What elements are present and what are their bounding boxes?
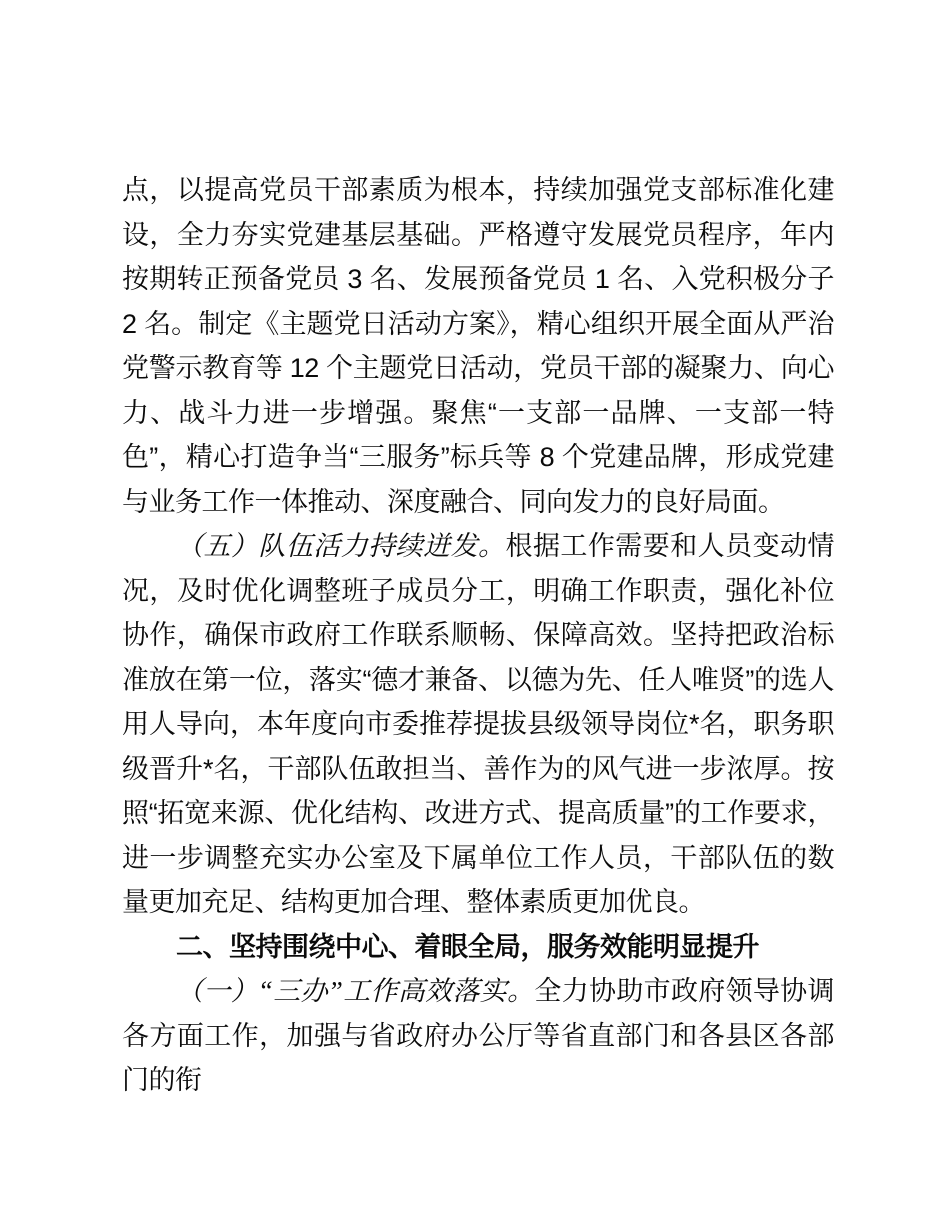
document-text-block bbox=[122, 168, 834, 1103]
paragraph-body-text: 根据工作需要和人员变动情况，及时优化调整班子成员分工，明确工作职责，强化补位协作，确保市政府工作联系顺畅、保障高效。坚持把政治标准放在第一位，落实“德才兼备、以德为先、任人唯贤”的选人用人导向，本年度向市委推荐提拔县级领导岗位*名，职务职级晋升*名，干部队伍敢担当、善作为的风气进一步浓厚。按照“拓宽来源、优化结构、改进方式、提高质量”的工作要求，进一步调整充实办公室及下属单位工作人员，干部队伍的数量更加充足、结构更加合理、整体素质更加优良。 bbox=[122, 531, 835, 917]
paragraph-section-2-1 bbox=[122, 969, 834, 1103]
paragraph-lead-kai: （五）队伍活力持续迸发。 bbox=[176, 531, 506, 561]
paragraph-lead-kai: （一）“三办”工作高效落实。 bbox=[176, 976, 535, 1006]
paragraph-continuation: 点，以提高党员干部素质为根本，持续加强党支部标准化建设，全力夯实党建基层基础。严格遵守发展党员程序，年内按期转正预备党员 3 名、发展预备党员 1 名、入党积极分子 2 名。制定《主题党日活动方案》，精心组织开展全面从严治党警示教育等 12 个主题党日活动，党员干部的凝聚力、向心力、战斗力进一步增强。聚焦“一支部一品牌、一支部一特色”，精心打造争当“三服务”标兵等 8 个党建品牌，形成党建与业务工作一体推动、深度融合、同向发力的良好局面。 bbox=[122, 175, 834, 517]
paragraph-body-text: 全力协助市政府领导协调各方面工作，加强与省政府办公厅等省直部门和各县区各部门的衔 bbox=[122, 976, 834, 1095]
paragraph-section-5 bbox=[122, 524, 834, 925]
section-heading-2: 二、坚持围绕中心、着眼全局，服务效能明显提升 bbox=[176, 931, 759, 962]
